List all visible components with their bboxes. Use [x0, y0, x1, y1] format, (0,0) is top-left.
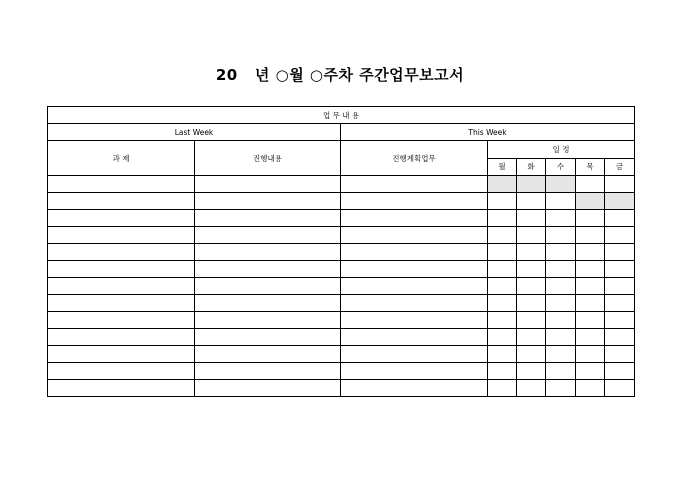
day-cell[interactable]	[605, 261, 635, 278]
day-cell[interactable]	[517, 329, 546, 346]
progress-cell[interactable]	[195, 346, 341, 363]
table-row	[48, 295, 635, 312]
task-cell[interactable]	[48, 380, 195, 397]
table-row	[48, 278, 635, 295]
day-cell[interactable]	[517, 295, 546, 312]
plan-cell[interactable]	[341, 312, 488, 329]
progress-cell[interactable]	[195, 176, 341, 193]
plan-cell[interactable]	[341, 363, 488, 380]
day-cell[interactable]	[546, 363, 576, 380]
day-cell[interactable]	[488, 244, 517, 261]
table-row	[48, 346, 635, 363]
day-cell[interactable]	[517, 312, 546, 329]
task-cell[interactable]	[48, 244, 195, 261]
day-cell[interactable]	[605, 244, 635, 261]
progress-cell[interactable]	[195, 363, 341, 380]
day-cell[interactable]	[605, 312, 635, 329]
table-row	[48, 176, 635, 193]
day-cell[interactable]	[605, 176, 635, 193]
plan-cell[interactable]	[341, 278, 488, 295]
progress-cell[interactable]	[195, 261, 341, 278]
table-row	[48, 363, 635, 380]
plan-cell[interactable]	[341, 295, 488, 312]
day-cell[interactable]	[546, 380, 576, 397]
day-cell[interactable]	[605, 227, 635, 244]
task-cell[interactable]	[48, 346, 195, 363]
progress-column-header: 진행내용	[195, 141, 341, 176]
day-cell[interactable]	[517, 227, 546, 244]
day-cell[interactable]	[546, 278, 576, 295]
day-cell[interactable]	[517, 363, 546, 380]
day-cell[interactable]	[546, 176, 576, 193]
day-cell[interactable]	[517, 244, 546, 261]
day-cell[interactable]	[517, 380, 546, 397]
day-header-thu: 목	[576, 158, 605, 176]
day-header-mon: 월	[488, 158, 517, 176]
progress-cell[interactable]	[195, 227, 341, 244]
day-cell[interactable]	[517, 176, 546, 193]
day-cell[interactable]	[546, 261, 576, 278]
day-cell[interactable]	[576, 244, 605, 261]
weekly-report-table	[47, 106, 635, 397]
this-week-header: This Week	[341, 124, 635, 141]
task-cell[interactable]	[48, 176, 195, 193]
task-cell[interactable]	[48, 295, 195, 312]
schedule-header: 일 정	[488, 141, 635, 159]
progress-cell[interactable]	[195, 295, 341, 312]
day-cell[interactable]	[517, 278, 546, 295]
day-cell[interactable]	[576, 210, 605, 227]
day-cell[interactable]	[576, 278, 605, 295]
task-cell[interactable]	[48, 193, 195, 210]
progress-cell[interactable]	[195, 312, 341, 329]
day-cell[interactable]	[546, 312, 576, 329]
table-row	[48, 329, 635, 346]
day-cell[interactable]	[605, 380, 635, 397]
task-cell[interactable]	[48, 312, 195, 329]
day-cell[interactable]	[488, 346, 517, 363]
plan-cell[interactable]	[341, 193, 488, 210]
day-cell[interactable]	[488, 193, 517, 210]
plan-cell[interactable]	[341, 346, 488, 363]
day-cell[interactable]	[576, 346, 605, 363]
table-row	[48, 380, 635, 397]
progress-cell[interactable]	[195, 210, 341, 227]
progress-cell[interactable]	[195, 193, 341, 210]
day-cell[interactable]	[576, 227, 605, 244]
day-cell[interactable]	[488, 227, 517, 244]
progress-cell[interactable]	[195, 329, 341, 346]
table-row	[48, 261, 635, 278]
day-cell[interactable]	[546, 295, 576, 312]
day-cell[interactable]	[517, 193, 546, 210]
plan-cell[interactable]	[341, 210, 488, 227]
day-cell[interactable]	[576, 312, 605, 329]
day-cell[interactable]	[605, 193, 635, 210]
day-cell[interactable]	[576, 261, 605, 278]
day-cell[interactable]	[605, 278, 635, 295]
progress-cell[interactable]	[195, 244, 341, 261]
day-cell[interactable]	[517, 261, 546, 278]
plan-cell[interactable]	[341, 261, 488, 278]
day-cell[interactable]	[546, 244, 576, 261]
plan-cell[interactable]	[341, 380, 488, 397]
day-cell[interactable]	[605, 295, 635, 312]
table-row	[48, 227, 635, 244]
last-week-header: Last Week	[48, 124, 341, 141]
day-cell[interactable]	[546, 210, 576, 227]
day-cell[interactable]	[488, 176, 517, 193]
day-cell[interactable]	[546, 193, 576, 210]
day-cell[interactable]	[488, 380, 517, 397]
day-cell[interactable]	[605, 210, 635, 227]
day-cell[interactable]	[576, 363, 605, 380]
day-cell[interactable]	[576, 295, 605, 312]
task-cell[interactable]	[48, 363, 195, 380]
task-cell[interactable]	[48, 261, 195, 278]
plan-column-header: 진행계획업무	[341, 141, 488, 176]
progress-cell[interactable]	[195, 278, 341, 295]
day-cell[interactable]	[546, 346, 576, 363]
task-cell[interactable]	[48, 278, 195, 295]
day-header-tue: 화	[517, 158, 546, 176]
day-cell[interactable]	[517, 346, 546, 363]
plan-cell[interactable]	[341, 244, 488, 261]
table-row	[48, 244, 635, 261]
day-cell[interactable]	[576, 193, 605, 210]
section-header: 업 무 내 용	[48, 107, 635, 124]
task-cell[interactable]	[48, 210, 195, 227]
task-column-header: 과 제	[48, 141, 195, 176]
day-header-wed: 수	[546, 158, 576, 176]
day-cell[interactable]	[488, 295, 517, 312]
plan-cell[interactable]	[341, 329, 488, 346]
day-cell[interactable]	[576, 329, 605, 346]
day-cell[interactable]	[488, 278, 517, 295]
day-cell[interactable]	[488, 329, 517, 346]
day-cell[interactable]	[605, 329, 635, 346]
day-cell[interactable]	[546, 329, 576, 346]
day-cell[interactable]	[576, 380, 605, 397]
day-cell[interactable]	[605, 346, 635, 363]
day-cell[interactable]	[605, 363, 635, 380]
table-row	[48, 210, 635, 227]
day-cell[interactable]	[488, 261, 517, 278]
day-cell[interactable]	[488, 312, 517, 329]
day-cell[interactable]	[488, 363, 517, 380]
plan-cell[interactable]	[341, 227, 488, 244]
day-cell[interactable]	[546, 227, 576, 244]
document-title: 20 년 ○월 ○주차 주간업무보고서	[215, 66, 465, 84]
day-cell[interactable]	[488, 210, 517, 227]
day-cell[interactable]	[576, 176, 605, 193]
plan-cell[interactable]	[341, 176, 488, 193]
table-row	[48, 193, 635, 210]
progress-cell[interactable]	[195, 380, 341, 397]
table-row	[48, 312, 635, 329]
day-header-fri: 금	[605, 158, 635, 176]
day-cell[interactable]	[517, 210, 546, 227]
task-cell[interactable]	[48, 227, 195, 244]
task-cell[interactable]	[48, 329, 195, 346]
